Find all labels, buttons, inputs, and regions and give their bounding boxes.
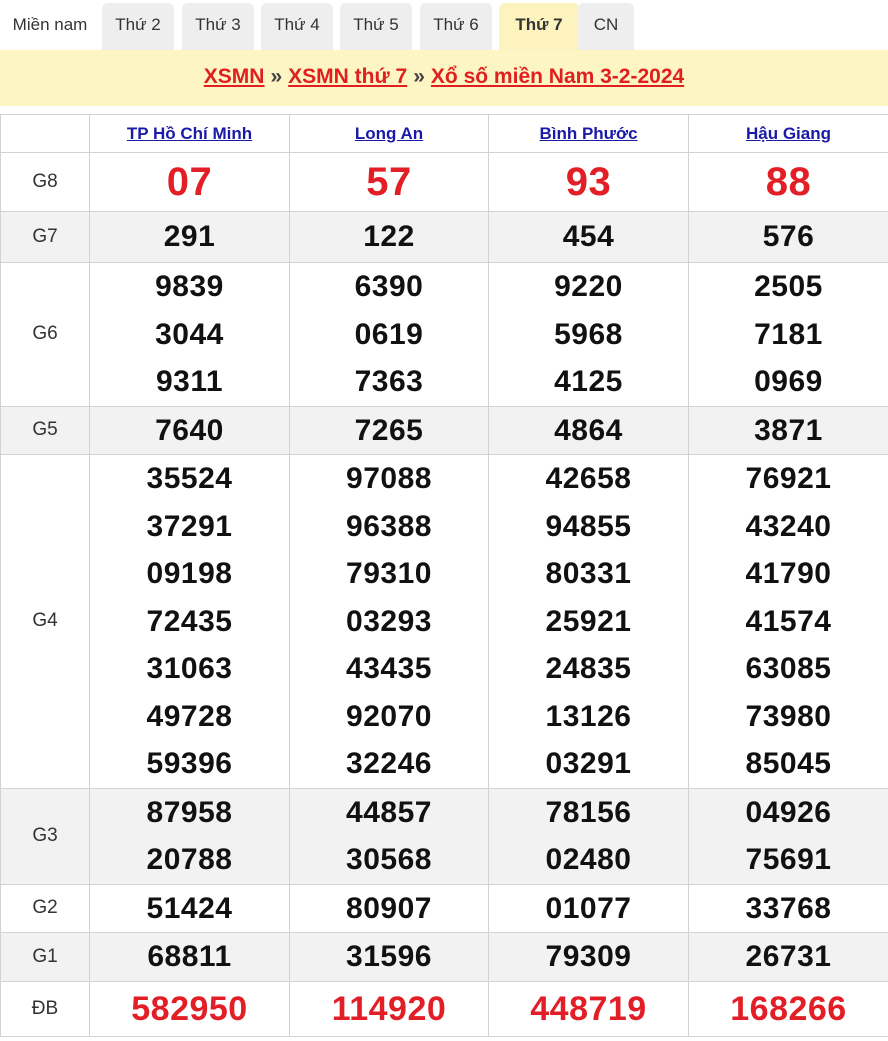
prize-number: 4125 xyxy=(554,365,623,398)
prize-number: 02480 xyxy=(545,843,632,876)
prize-number: 30568 xyxy=(346,843,432,876)
prize-number: 68811 xyxy=(147,940,232,973)
prize-number: 72435 xyxy=(146,604,233,638)
prize-number: 576 xyxy=(762,220,815,253)
tab-cn[interactable]: CN xyxy=(578,3,634,50)
breadcrumb-date-link[interactable]: Xổ số miền Nam 3-2-2024 xyxy=(430,65,685,88)
prize-number: 448719 xyxy=(530,989,647,1028)
breadcrumb-separator: » xyxy=(270,65,283,88)
prize-number: 24835 xyxy=(545,652,632,685)
tab-thu-3[interactable]: Thứ 3 xyxy=(182,3,254,50)
prize-cell xyxy=(689,884,888,933)
prize-number: 582950 xyxy=(131,989,248,1028)
prize-cell xyxy=(290,981,489,1036)
prize-number: 42658 xyxy=(545,462,632,495)
prize-cell xyxy=(290,884,489,933)
breadcrumb-xsmn-link[interactable]: XSMN xyxy=(203,65,265,88)
prize-number: 122 xyxy=(363,220,415,253)
prize-number: 80907 xyxy=(346,891,432,925)
prize-number: 31063 xyxy=(146,652,233,685)
prize-cell xyxy=(290,406,489,455)
prize-cell xyxy=(290,153,489,212)
prize-number: 41574 xyxy=(745,604,832,638)
province-header xyxy=(90,115,290,153)
prize-number: 92070 xyxy=(346,699,432,733)
prize-number: 49728 xyxy=(146,699,233,733)
prize-cell xyxy=(290,933,489,982)
prize-number: 79310 xyxy=(346,557,432,590)
prize-label: G4 xyxy=(1,455,90,789)
prize-cell xyxy=(290,212,489,263)
prize-number: 76921 xyxy=(745,462,832,495)
prize-label: G6 xyxy=(1,263,90,407)
tab-mien-nam[interactable]: Miền nam xyxy=(12,15,88,34)
prize-row-g6 xyxy=(1,263,888,407)
prize-number: 9311 xyxy=(155,365,224,398)
prize-row-g3 xyxy=(1,788,888,884)
prize-label: G8 xyxy=(1,153,90,212)
prize-label: G7 xyxy=(1,212,90,263)
prize-cell xyxy=(90,455,290,789)
province-link-hcm[interactable]: TP Hồ Chí Minh xyxy=(126,123,253,143)
prize-number: 291 xyxy=(163,220,216,253)
prize-label: ĐB xyxy=(1,981,90,1036)
province-header xyxy=(489,115,689,153)
prize-number: 37291 xyxy=(146,509,233,543)
province-link-hau-giang[interactable]: Hậu Giang xyxy=(745,123,831,143)
prize-cell xyxy=(489,263,689,407)
tab-thu-4[interactable]: Thứ 4 xyxy=(261,3,333,50)
prize-cell xyxy=(90,884,290,933)
prize-number: 9839 xyxy=(155,270,224,303)
prize-number: 9220 xyxy=(554,270,623,303)
prize-number: 2505 xyxy=(754,270,823,303)
prize-number: 79309 xyxy=(545,940,632,973)
prize-cell xyxy=(689,153,888,212)
prize-number: 25921 xyxy=(545,604,632,638)
prize-label: G5 xyxy=(1,406,90,455)
prize-number: 96388 xyxy=(346,509,432,543)
prize-number: 35524 xyxy=(146,462,233,495)
tab-thu-6[interactable]: Thứ 6 xyxy=(420,3,492,50)
prize-number: 44857 xyxy=(346,795,432,829)
prize-number: 5968 xyxy=(554,317,623,351)
tab-thu-5[interactable]: Thứ 5 xyxy=(340,3,412,50)
prize-number: 03291 xyxy=(545,747,632,780)
prize-number: 7181 xyxy=(754,317,823,351)
prize-number: 57 xyxy=(366,160,412,204)
prize-label: G1 xyxy=(1,933,90,982)
prize-number: 04926 xyxy=(745,795,832,829)
prize-number: 7363 xyxy=(354,365,424,398)
prize-number: 0969 xyxy=(754,365,823,398)
breadcrumb-separator: » xyxy=(413,65,425,88)
prize-number: 43240 xyxy=(745,509,832,543)
prize-number: 41790 xyxy=(745,557,832,590)
tab-thu-2[interactable]: Thứ 2 xyxy=(102,3,174,50)
prize-cell xyxy=(90,153,290,212)
day-tabs xyxy=(0,0,888,50)
prize-number: 75691 xyxy=(745,843,832,876)
province-link-long-an[interactable]: Long An xyxy=(354,123,424,143)
prize-number: 26731 xyxy=(745,940,832,973)
prize-cell xyxy=(489,153,689,212)
spacer xyxy=(0,106,888,114)
prize-cell xyxy=(689,263,888,407)
prize-cell xyxy=(290,455,489,789)
prize-number: 454 xyxy=(562,220,615,253)
prize-number: 73980 xyxy=(745,699,832,733)
prize-number: 01077 xyxy=(545,891,632,925)
prize-cell xyxy=(689,933,888,982)
prize-number: 97088 xyxy=(346,462,432,495)
prize-number: 78156 xyxy=(545,795,632,829)
prize-number: 3871 xyxy=(754,413,823,447)
prize-cell xyxy=(90,981,290,1036)
province-link-binh-phuoc[interactable]: Bình Phước xyxy=(539,123,638,143)
breadcrumb xyxy=(0,50,888,106)
prize-number: 03293 xyxy=(346,604,432,638)
prize-number: 63085 xyxy=(745,652,832,685)
prize-number: 0619 xyxy=(354,317,424,351)
prize-number: 85045 xyxy=(745,747,832,780)
breadcrumb-xsmn-thu7-link[interactable]: XSMN thứ 7 xyxy=(288,65,408,88)
prize-row-g7 xyxy=(1,212,888,263)
prize-cell xyxy=(489,788,689,884)
province-header xyxy=(689,115,888,153)
prize-cell xyxy=(689,212,888,263)
prize-row-g1 xyxy=(1,933,888,982)
prize-number: 93 xyxy=(565,160,612,204)
prize-row-g5 xyxy=(1,406,888,455)
prize-number: 4864 xyxy=(554,413,623,447)
prize-number: 7265 xyxy=(354,413,424,447)
prize-cell xyxy=(489,981,689,1036)
tab-thu-7[interactable]: Thứ 7 xyxy=(499,3,579,50)
prize-cell xyxy=(489,212,689,263)
prize-cell xyxy=(290,788,489,884)
prize-number: 13126 xyxy=(545,699,632,733)
prize-cell xyxy=(689,981,888,1036)
prize-number: 20788 xyxy=(146,843,233,876)
prize-number: 94855 xyxy=(545,509,632,543)
prize-row-g8 xyxy=(1,153,888,212)
prize-number: 31596 xyxy=(346,940,432,973)
prize-cell xyxy=(90,933,290,982)
prize-number: 07 xyxy=(166,160,213,204)
prize-number: 33768 xyxy=(745,891,832,925)
prize-number: 7640 xyxy=(155,413,224,447)
prize-row-g2 xyxy=(1,884,888,933)
prize-row-g4 xyxy=(1,455,888,789)
prize-label: G3 xyxy=(1,788,90,884)
prize-cell xyxy=(489,406,689,455)
prize-cell xyxy=(689,788,888,884)
results-table xyxy=(0,114,888,1037)
prize-cell xyxy=(489,455,689,789)
header-empty-cell xyxy=(1,115,90,153)
prize-number: 87958 xyxy=(146,795,233,829)
prize-label: G2 xyxy=(1,884,90,933)
prize-number: 6390 xyxy=(354,270,424,303)
prize-number: 80331 xyxy=(545,557,632,590)
province-header-row xyxy=(1,115,888,153)
prize-cell xyxy=(90,788,290,884)
prize-number: 59396 xyxy=(146,747,233,780)
prize-number: 32246 xyxy=(346,747,432,780)
prize-cell xyxy=(90,212,290,263)
prize-number: 168266 xyxy=(730,989,847,1028)
prize-cell xyxy=(489,933,689,982)
prize-cell xyxy=(489,884,689,933)
prize-row-đb xyxy=(1,981,888,1036)
prize-cell xyxy=(689,406,888,455)
prize-number: 114920 xyxy=(331,989,447,1028)
prize-number: 88 xyxy=(765,160,812,204)
prize-number: 3044 xyxy=(155,317,224,351)
prize-cell xyxy=(290,263,489,407)
prize-cell xyxy=(689,455,888,789)
prize-number: 51424 xyxy=(146,891,233,925)
prize-cell xyxy=(90,406,290,455)
prize-rows xyxy=(1,153,888,1037)
prize-number: 09198 xyxy=(146,557,233,590)
province-header xyxy=(290,115,489,153)
prize-number: 43435 xyxy=(346,652,432,685)
prize-cell xyxy=(90,263,290,407)
